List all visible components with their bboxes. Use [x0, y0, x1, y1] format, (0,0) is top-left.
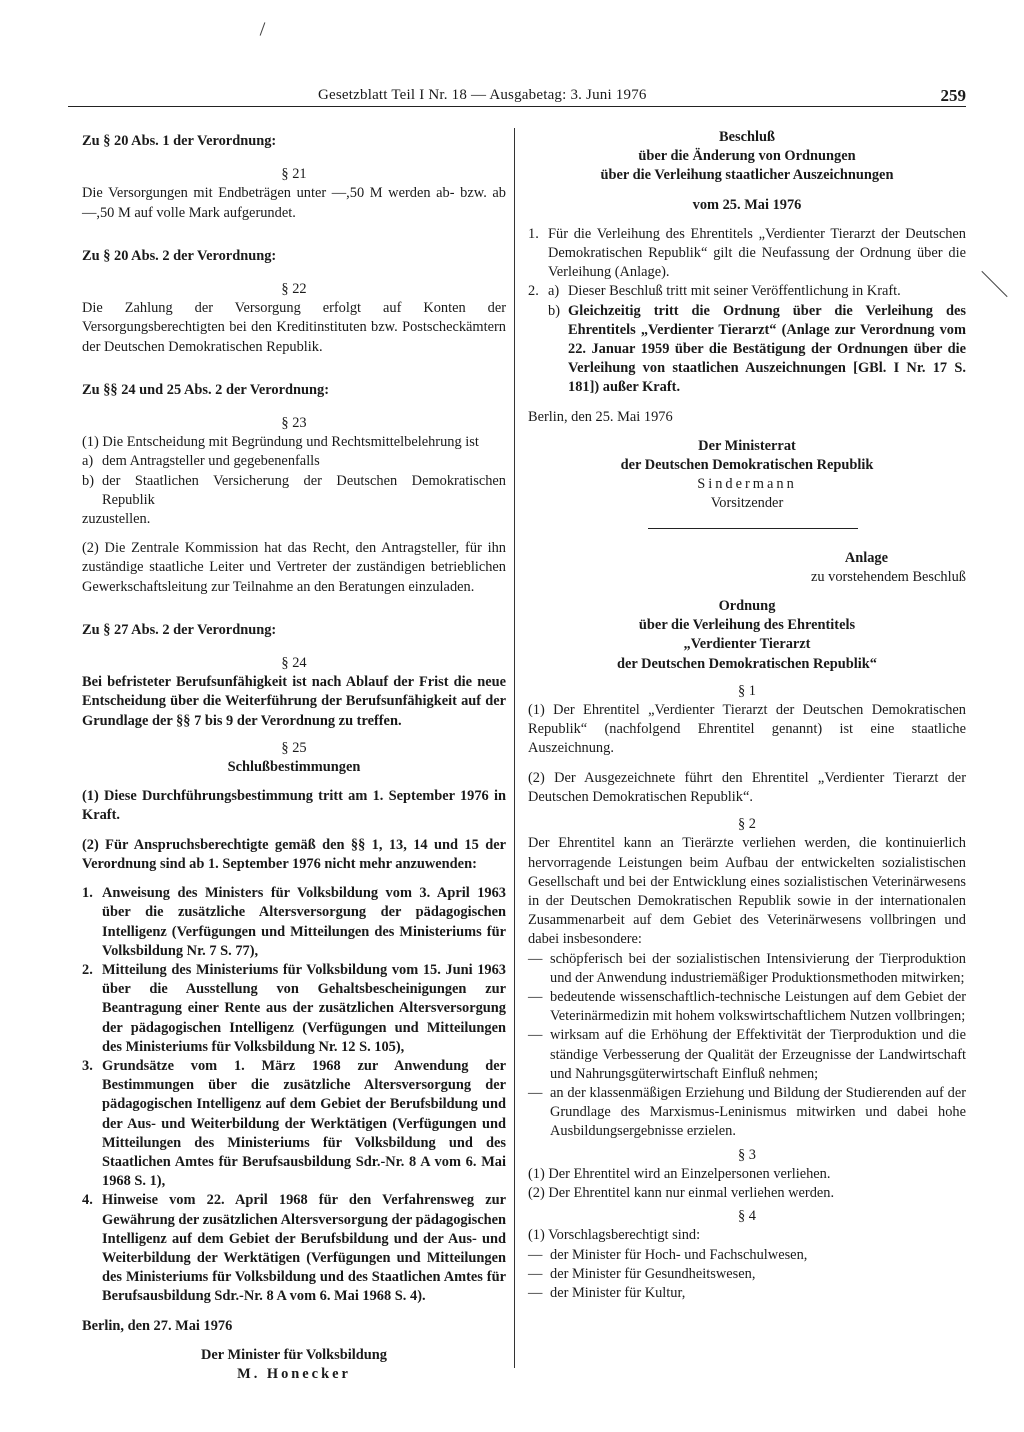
list-item	[82, 961, 506, 1057]
list-text: der Minister für Hoch- und Fachschulwesen,	[550, 1246, 808, 1263]
section-heading: Zu § 27 Abs. 2 der Verordnung:	[82, 621, 277, 638]
list-item	[528, 1084, 966, 1142]
section-heading: Zu §§ 24 und 25 Abs. 2 der Verordnung:	[82, 381, 329, 398]
list-marker: 1.	[82, 885, 93, 902]
criteria-list	[528, 950, 966, 1142]
list-item	[528, 950, 966, 988]
paragraph-text: (2) Für Anspruchsberechtigte gemäß den §§ 1, 13, 14 und 15 der Verordnung sind ab 1. September 1976 nicht mehr anzuwenden:	[82, 836, 506, 872]
dash-marker: —	[528, 1284, 543, 1301]
list-marker: 1.	[528, 225, 539, 242]
annex-subtitle: zu vorstehendem Beschluß	[810, 568, 966, 585]
signer-organization: Der Minister für Volksbildung	[201, 1346, 387, 1363]
list-text: dem Antragsteller und gegebenenfalls	[102, 453, 320, 470]
list-marker: a)	[548, 283, 560, 300]
section-heading: Zu § 20 Abs. 2 der Verordnung:	[82, 247, 277, 264]
list-text: Für die Verleihung des Ehrentitels „Verdienter Tierarzt der Deutschen Demokratischen Republik“ gilt die Neufassung der Ordnung über die Verleihung (Anlage).	[548, 225, 966, 281]
paragraph-text: (2) Die Zentrale Kommission hat das Recht, den Antragsteller, für ihn zuständige staatliche Leiter und Vertreter der zuständigen betrieblichen Gewerkschaftsleitung zur Teilnahme an den Beratungen einzuladen.	[82, 540, 506, 595]
paragraph-number: § 2	[738, 816, 756, 833]
paragraph-text: Die Zahlung der Versorgung erfolgt auf Konten der Versorgungsberechtigten bei den Kreditinstituten bzw. Postscheckämtern der Deutschen Demokratischen Republik.	[82, 300, 506, 355]
paragraph-number: § 24	[281, 655, 307, 672]
list-text: der Staatlichen Versicherung der Deutschen Demokratischen Republik	[102, 472, 506, 508]
order-subtitle: „Verdienter Tierarzt	[683, 636, 811, 653]
paragraph-number: § 23	[281, 415, 307, 432]
paragraph-text: Der Ehrentitel kann an Tierärzte verliehen werden, die kontinuierlich hervorragende Leistungen beim Aufbau der entwickelten sozialistischen Gesellschaft und bei der Entwicklung eines sozialistischen Veterinärwesens in der Deutschen Demokratischen Republik sowie in der internationalen Zusammenarbeit auf dem Gebiet des Veterinärwesens vollbringen und dabei insbesondere:	[528, 835, 966, 948]
paragraph-text: (1) Der Ehrentitel wird an Einzelpersonen verliehen.	[528, 1165, 831, 1182]
proposers-list	[528, 1246, 966, 1304]
list-text: der Minister für Gesundheitswesen,	[550, 1265, 756, 1282]
list-marker: 4.	[82, 1192, 93, 1209]
paragraph-text: Bei befristeter Berufsunfähigkeit ist nach Ablauf der Frist die neue Entscheidung über die Weiterführung der Berufsunfähigkeit auf der Grundlage der §§ 7 bis 9 der Verordnung zu treffen.	[82, 674, 506, 729]
paragraph-text: (2) Der Ausgezeichnete führt den Ehrentitel „Verdienter Tierarzt der Deutschen Demokratischen Republik“.	[528, 769, 966, 805]
list-item	[82, 472, 506, 510]
dash-marker: —	[528, 1027, 543, 1044]
paragraph-text: (1) Diese Durchführungsbestimmung tritt am 1. September 1976 in Kraft.	[82, 788, 506, 824]
dash-marker: —	[528, 1084, 543, 1101]
paragraph-title: Schlußbestimmungen	[227, 759, 361, 776]
paragraph-number: § 21	[281, 166, 307, 183]
list-item	[528, 1265, 966, 1284]
place-date: Berlin, den 27. Mai 1976	[82, 1317, 233, 1334]
list-item	[528, 1246, 966, 1265]
list-item	[528, 1284, 966, 1303]
signer-name: Sindermann	[697, 476, 797, 493]
paragraph-number: § 4	[738, 1208, 756, 1225]
list-text: an der klassenmäßigen Erziehung und Bildung der Studierenden auf der Grundlage des Marxismus-Leninismus mitwirken und dabei hohe Ausbildungsergebnisse erzielen.	[550, 1084, 966, 1140]
list-text: Dieser Beschluß tritt mit seiner Veröffentlichung in Kraft.	[568, 283, 901, 300]
resolution-subtitle: über die Verleihung staatlicher Auszeichnungen	[600, 167, 894, 184]
dash-marker: —	[528, 1246, 543, 1263]
paragraph-text: zuzustellen.	[82, 511, 151, 528]
sub-list-item	[548, 302, 966, 398]
list-text: Mitteilung des Ministeriums für Volksbildung vom 15. Juni 1963 über die Ausstellung von Gehaltsbescheinigungen zur Beantragung einer Rente aus der zusätzlichen Altersversorgung der pädagogischen Intelligenz (Verfügungen und Mitteilungen des Ministeriums für Volksbildung Nr. 12 S. 105),	[102, 961, 506, 1055]
header-title: Gesetzblatt Teil I Nr. 18 — Ausgabetag: 3. Juni 1976	[318, 87, 647, 103]
paragraph-number: § 3	[738, 1146, 756, 1163]
list-marker: b)	[82, 472, 94, 489]
dash-marker: —	[528, 950, 543, 967]
resolution-subtitle: über die Änderung von Ordnungen	[638, 148, 856, 165]
signer-role: Vorsitzender	[710, 495, 784, 512]
list-item	[82, 1057, 506, 1191]
pen-mark	[260, 22, 266, 35]
right-column	[528, 128, 966, 1303]
paragraph-text: (1) Vorschlagsberechtigt sind:	[528, 1227, 701, 1244]
order-subtitle: der Deutschen Demokratischen Republik“	[617, 655, 877, 672]
order-title: Ordnung	[718, 598, 776, 615]
repeal-list	[82, 884, 506, 1306]
pen-mark	[981, 271, 1007, 297]
paragraph-text: (2) Der Ehrentitel kann nur einmal verliehen werden.	[528, 1184, 835, 1201]
paragraph-text: Die Versorgungen mit Endbeträgen unter —,50 M werden ab- bzw. ab —,50 M auf volle Mark aufgerundet.	[82, 185, 506, 221]
paragraph-number: § 1	[738, 682, 756, 699]
paragraph-text: (1) Der Ehrentitel „Verdienter Tierarzt der Deutschen Demokratischen Republik“ (nachfolgend Ehrentitel genannt) ist eine staatliche Auszeichnung.	[528, 702, 966, 757]
separator-rule	[648, 528, 858, 529]
section-heading: Zu § 20 Abs. 1 der Verordnung:	[82, 133, 277, 149]
annex-label: Anlage	[844, 549, 888, 566]
place-date: Berlin, den 25. Mai 1976	[528, 408, 673, 425]
list-item	[528, 988, 966, 1026]
list-marker: 2.	[528, 283, 539, 300]
paragraph-number: § 25	[281, 739, 307, 756]
signer-name: M. Honecker	[237, 1365, 351, 1382]
page-number: 259	[940, 86, 966, 105]
council-name: Der Ministerrat	[698, 437, 796, 454]
list-text: wirksam auf die Erhöhung der Effektivität der Tierproduktion und die ständige Verbesserung der Qualität der Erzeugnisse der Landwirtschaft und Nahrungsgüterwirtschaft Einfluß nehmen;	[550, 1027, 966, 1082]
list-marker: b)	[548, 302, 560, 319]
list-item	[528, 1026, 966, 1084]
paragraph-text: (1) Die Entscheidung mit Begründung und Rechtsmittelbelehrung ist	[82, 434, 479, 451]
list-marker: 3.	[82, 1057, 93, 1074]
list-text: Anweisung des Ministers für Volksbildung vom 3. April 1963 über die zusätzliche Altersversorgung der pädagogischen Intelligenz (Verfügungen und Mitteilungen des Ministeriums für Volksbildung Nr. 7 S. 77),	[102, 885, 506, 959]
list-item	[82, 884, 506, 961]
list-text: Gleichzeitig tritt die Ordnung über die Verleihung des Ehrentitels „Verdienter Tierarzt“ (Anlage zur Verordnung vom 22. Januar 1959 über die Bestätigung der Ordnungen über die Verleihung von staatlichen Auszeichnungen [GBl. I Nr. 17 S. 181]) außer Kraft.	[568, 302, 966, 396]
dash-marker: —	[528, 988, 543, 1005]
list-text: bedeutende wissenschaftlich-technische Leistungen auf dem Gebiet der Veterinärmedizin mit hohem volkswirtschaftlichem Nutzen vollbringen;	[550, 988, 966, 1025]
resolution-date: vom 25. Mai 1976	[692, 196, 802, 213]
list-text: schöpferisch bei der sozialistischen Intensivierung der Tierproduktion und der Anwendung industriemäßiger Produktionsmethoden mitwirken;	[550, 950, 966, 986]
list-text: Grundsätze vom 1. März 1968 zur Anwendung der Bestimmungen über die zusätzliche Altersversorgung der pädagogischen Intelligenz auf dem Gebiet der Berufsbildung und der Aus- und Weiterbildung der Werktätigen (Verfügungen und Mitteilungen des Ministeriums für Volksbildung und des Staatlichen Amtes für Berufsausbildung Sdr.-Nr. 8 A vom 6. Mai 1968 S. 1),	[102, 1057, 506, 1190]
list-item	[528, 282, 966, 397]
left-column	[82, 128, 506, 1384]
list-text: der Minister für Kultur,	[550, 1284, 686, 1301]
council-name: der Deutschen Demokratischen Republik	[620, 457, 874, 474]
order-subtitle: über die Verleihung des Ehrentitels	[638, 617, 856, 634]
resolution-title: Beschluß	[719, 129, 775, 145]
list-text: Hinweise vom 22. April 1968 für den Verfahrensweg zur Gewährung der zusätzlichen Altersversorgung der pädagogischen Intelligenz auf dem Gebiet der Berufsbildung und der Aus- und Weiterbildung der Werktätigen (Verfügungen und Mitteilungen des Ministeriums für Volksbildung und des Staatlichen Amtes für Berufsausbildung Sdr.-Nr. 8 A vom 6. Mai 1968 S. 4).	[102, 1192, 506, 1305]
list-marker: 2.	[82, 961, 93, 978]
list-item	[82, 1191, 506, 1306]
paragraph-number: § 22	[281, 281, 307, 298]
column-divider	[514, 128, 515, 1368]
sub-list-item	[548, 282, 966, 301]
list-marker: a)	[82, 453, 94, 470]
page-header	[68, 84, 966, 107]
list-item	[82, 452, 506, 471]
list-item	[528, 225, 966, 283]
dash-marker: —	[528, 1265, 543, 1282]
